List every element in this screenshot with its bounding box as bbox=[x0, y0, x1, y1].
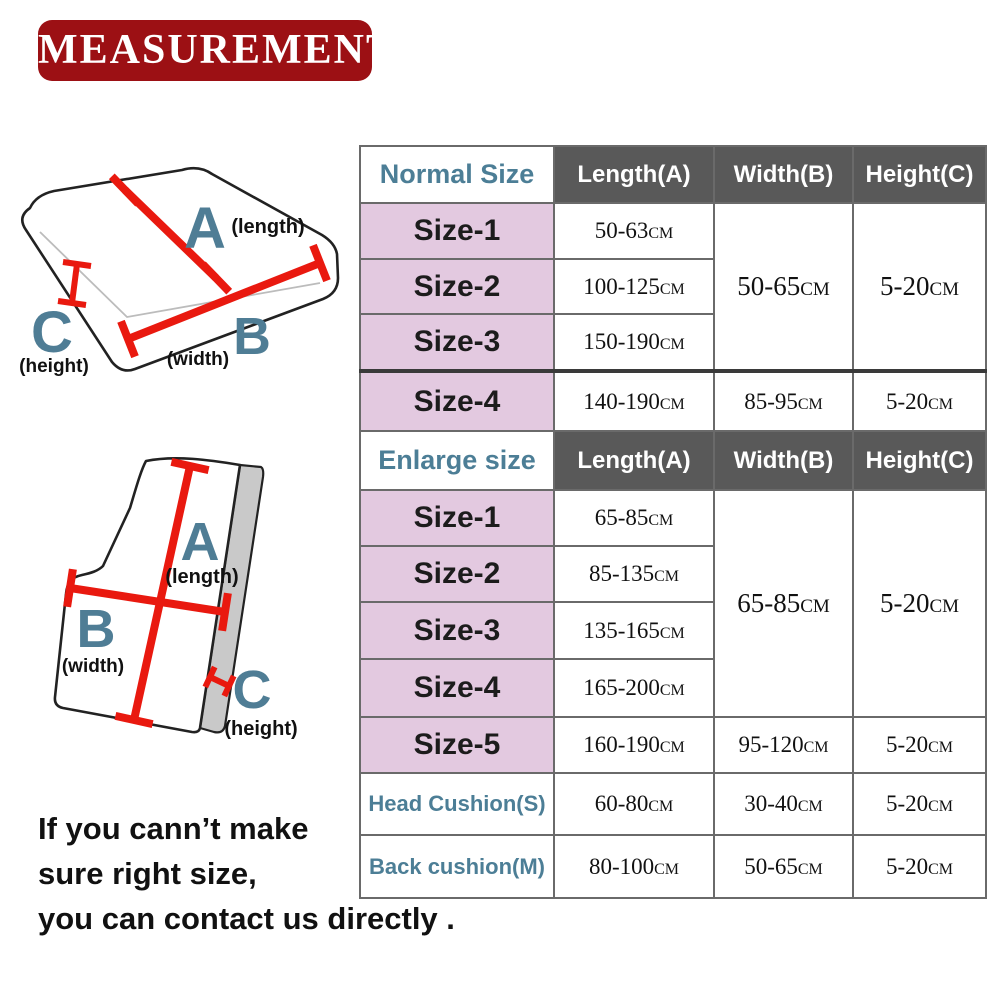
column-header-width: Width(B) bbox=[714, 146, 853, 203]
contact-note-line: If you cann’t make bbox=[38, 811, 309, 846]
contact-note-line: sure right size, bbox=[38, 856, 257, 891]
label-c-sub: (height) bbox=[19, 356, 89, 377]
contact-note bbox=[38, 806, 558, 941]
back-cushion-diagram bbox=[10, 420, 350, 780]
label-c: C bbox=[232, 660, 272, 720]
height-cell: 5-20cm bbox=[853, 717, 986, 773]
label-a-sub: (length) bbox=[231, 216, 305, 238]
height-cell: 5-20cm bbox=[853, 371, 986, 431]
contact-note-line: you can contact us directly . bbox=[38, 901, 455, 936]
label-b: B bbox=[233, 308, 271, 366]
length-cell: 160-190cm bbox=[554, 717, 714, 773]
length-cell: 85-135cm bbox=[554, 546, 714, 602]
length-cell: 80-100cm bbox=[554, 835, 714, 898]
normal-size-title: Normal Size bbox=[360, 146, 554, 203]
row-label-cell: Size-4 bbox=[360, 371, 554, 431]
column-header-height: Height(C) bbox=[853, 431, 986, 490]
row-label-cell: Size-3 bbox=[360, 314, 554, 371]
enlarge-size-title: Enlarge size bbox=[360, 431, 554, 490]
seat-cushion-diagram bbox=[10, 140, 350, 400]
length-cell: 100-125cm bbox=[554, 259, 714, 314]
width-cell: 85-95cm bbox=[714, 371, 853, 431]
table-row bbox=[360, 717, 986, 773]
column-header-width: Width(B) bbox=[714, 431, 853, 490]
row-label-cell: Size-1 bbox=[360, 490, 554, 546]
height-cell: 5-20cm bbox=[853, 835, 986, 898]
width-cell: 30-40cm bbox=[714, 773, 853, 835]
width-cell: 95-120cm bbox=[714, 717, 853, 773]
length-cell: 165-200cm bbox=[554, 659, 714, 717]
length-cell: 150-190cm bbox=[554, 314, 714, 371]
row-label-cell: Size-1 bbox=[360, 203, 554, 259]
height-cell: 5-20cm bbox=[853, 773, 986, 835]
table-row bbox=[360, 490, 986, 546]
width-merged-cell: 65-85cm bbox=[714, 490, 853, 717]
row-label-cell: Size-3 bbox=[360, 602, 554, 659]
normal-header-row bbox=[360, 146, 986, 203]
row-label-cell: Size-5 bbox=[360, 717, 554, 773]
length-cell: 50-63cm bbox=[554, 203, 714, 259]
row-label-cell: Back cushion(M) bbox=[360, 835, 554, 898]
length-cell: 140-190cm bbox=[554, 371, 714, 431]
width-merged-cell: 50-65cm bbox=[714, 203, 853, 371]
column-header-length: Length(A) bbox=[554, 146, 714, 203]
row-label-cell: Size-4 bbox=[360, 659, 554, 717]
length-cell: 135-165cm bbox=[554, 602, 714, 659]
row-label-cell: Head Cushion(S) bbox=[360, 773, 554, 835]
height-merged-cell: 5-20cm bbox=[853, 490, 986, 717]
measurement-banner: MEASUREMENT bbox=[38, 20, 372, 81]
size-table bbox=[359, 145, 987, 899]
table-row bbox=[360, 371, 986, 431]
length-cell: 65-85cm bbox=[554, 490, 714, 546]
width-cell: 50-65cm bbox=[714, 835, 853, 898]
label-c-sub: (height) bbox=[224, 718, 298, 740]
label-a: A bbox=[184, 196, 226, 261]
row-label-cell: Size-2 bbox=[360, 259, 554, 314]
enlarge-header-row bbox=[360, 431, 986, 490]
height-merged-cell: 5-20cm bbox=[853, 203, 986, 371]
column-header-height: Height(C) bbox=[853, 146, 986, 203]
label-b-sub: (width) bbox=[166, 349, 230, 370]
column-header-length: Length(A) bbox=[554, 431, 714, 490]
row-label-cell: Size-2 bbox=[360, 546, 554, 602]
label-b: B bbox=[76, 599, 116, 659]
table-row bbox=[360, 203, 986, 259]
length-cell: 60-80cm bbox=[554, 773, 714, 835]
label-a: A bbox=[180, 512, 220, 572]
label-a-sub: (length) bbox=[165, 566, 239, 588]
label-c: C bbox=[31, 300, 73, 365]
label-b-sub: (width) bbox=[61, 656, 125, 677]
